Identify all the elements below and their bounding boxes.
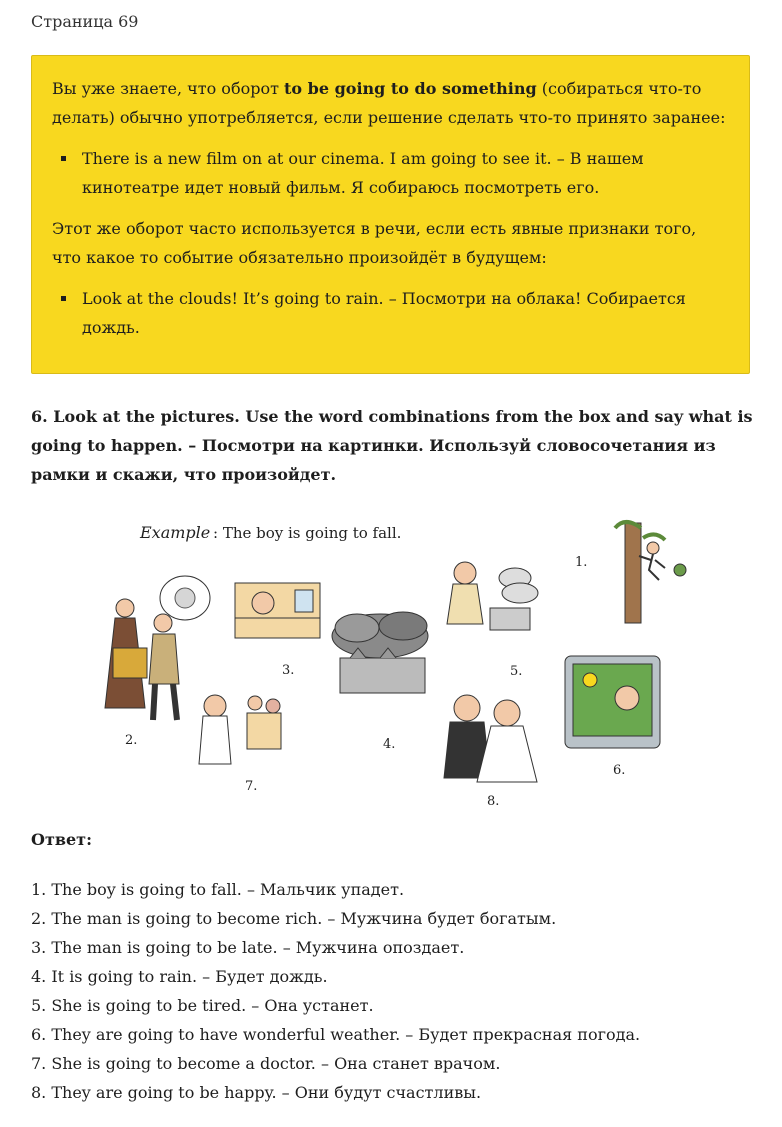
picture-number-3: 3. <box>282 663 295 678</box>
answer-item: 7. She is going to become a doctor. – Она станет врачом. <box>31 1054 501 1073</box>
answer-item: 2. The man is going to become rich. – Мужчина будет богатым. <box>31 909 557 928</box>
exercise-illustration <box>95 508 695 813</box>
note-intro-suffix: (собираться что-то делать) обычно употребляется, если решение сделать что-то принято заранее: <box>52 79 726 127</box>
note-intro <box>52 74 729 132</box>
note-example-list-1 <box>52 144 729 202</box>
scene-boy-tree <box>615 522 686 623</box>
example-text: : The boy is going to fall. <box>213 524 402 542</box>
grammar-note <box>31 55 750 374</box>
answer-list <box>31 875 751 1107</box>
answer-item: 4. It is going to rain. – Будет дождь. <box>31 967 328 986</box>
picture-number-2: 2. <box>125 733 138 748</box>
scene-man-sleeping <box>235 583 320 638</box>
answer-item: 8. They are going to be happy. – Они будут счастливы. <box>31 1083 482 1102</box>
note-intro-bold: to be going to do something <box>284 79 537 98</box>
note-intro-prefix: Вы уже знаете, что оборот <box>52 79 285 98</box>
scene-fortune-teller <box>105 576 210 720</box>
scene-storm-clouds <box>332 612 428 693</box>
note-example-list-2 <box>52 284 729 342</box>
answer-item: 3. The man is going to be late. – Мужчина опоздает. <box>31 938 465 957</box>
picture-number-4: 4. <box>383 737 396 752</box>
task-heading: 6. Look at the pictures. Use the word combinations from the box and say what is going to happen. – Посмотри на картинки. Используй словосочетания из рамки и скажи, что произойдет. <box>31 407 753 484</box>
answer-item: 5. She is going to be tired. – Она устанет. <box>31 996 374 1015</box>
picture-number-1: 1. <box>575 555 588 570</box>
scene-wedding-couple <box>444 695 537 782</box>
note-example-2: Look at the clouds! It’s going to rain. – Посмотри на облака! Собирается дождь. <box>82 284 729 342</box>
scene-girl-dolls <box>199 695 281 764</box>
answer-heading: Ответ: <box>31 830 92 849</box>
scene-woman-dishes <box>447 562 538 630</box>
example-label: Example <box>140 523 211 542</box>
scene-tv-weather <box>565 656 660 748</box>
picture-number-7: 7. <box>245 779 258 794</box>
picture-number-6: 6. <box>613 763 626 778</box>
picture-number-8: 8. <box>487 794 500 809</box>
answer-item: 1. The boy is going to fall. – Мальчик упадет. <box>31 880 405 899</box>
note-example-1: There is a new film on at our cinema. I am going to see it. – В нашем кинотеатре идет новый фильм. Я собираюсь посмотреть его. <box>82 144 729 202</box>
picture-number-5: 5. <box>510 664 523 679</box>
page-number: Страница 69 <box>31 12 139 31</box>
note-middle: Этот же оборот часто используется в речи, если есть явные признаки того, что какое то событие обязательно произойдёт в будущем: <box>52 219 697 267</box>
answer-item: 6. They are going to have wonderful weather. – Будет прекрасная погода. <box>31 1025 641 1044</box>
